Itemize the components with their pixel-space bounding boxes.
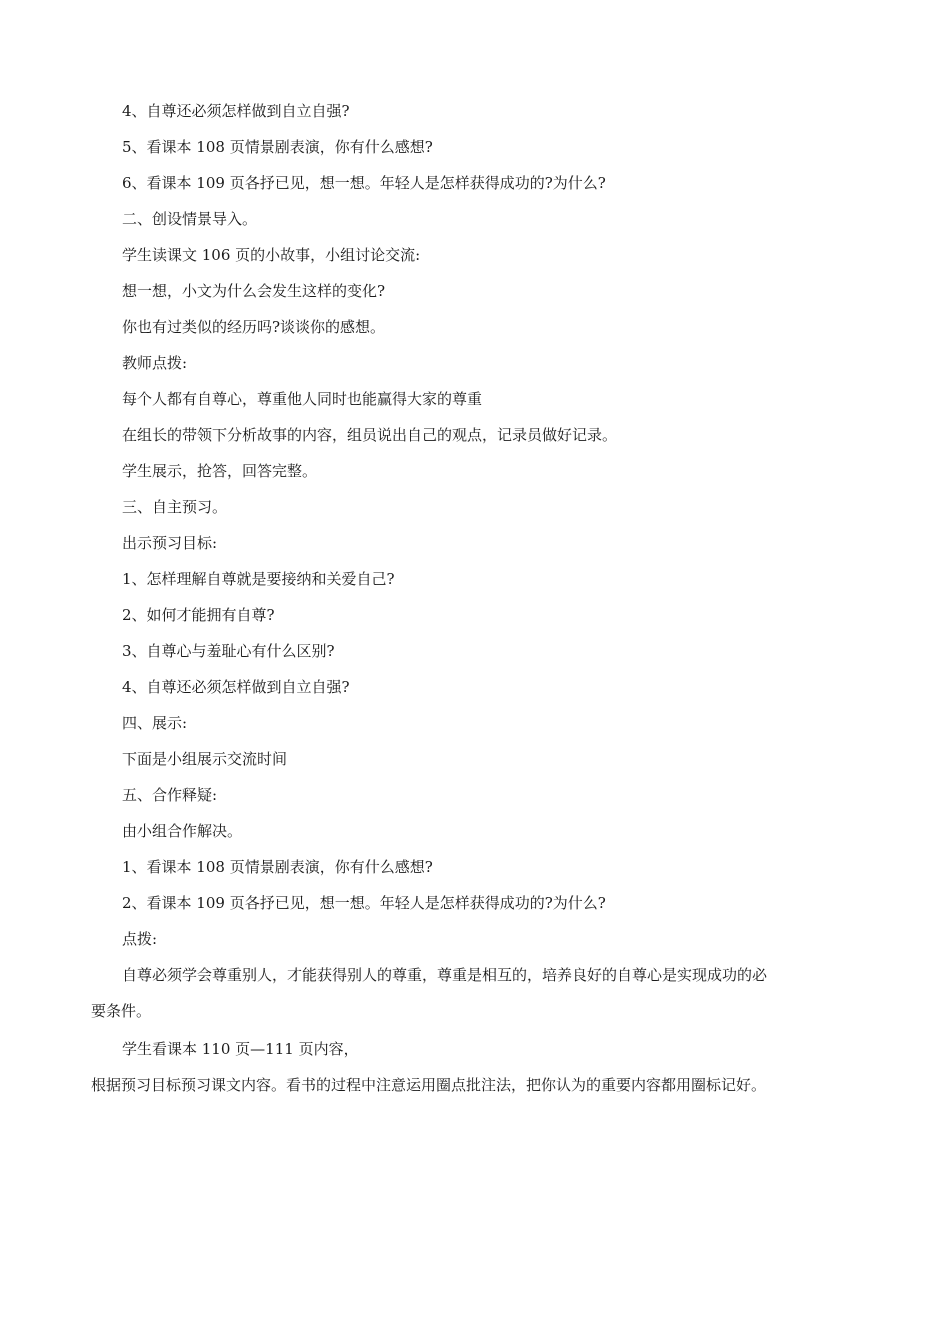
document-body	[91, 99, 861, 1109]
text-line: 4、自尊还必须怎样做到自立自强?	[122, 102, 350, 120]
text-line: 点拨:	[122, 930, 158, 948]
text-line: 4、自尊还必须怎样做到自立自强?	[122, 678, 350, 696]
section-heading: 四、展示:	[122, 714, 188, 732]
text-line: 学生读课文 106 页的小故事，小组讨论交流:	[122, 246, 421, 264]
section-heading: 三、自主预习。	[122, 498, 228, 516]
section-heading: 二、创设情景导入。	[122, 210, 258, 228]
text-line: 教师点拨:	[122, 354, 188, 372]
text-line: 6、看课本 109 页各抒已见，想一想。年轻人是怎样获得成功的?为什么?	[122, 174, 606, 192]
text-line: 1、怎样理解自尊就是要接纳和关爱自己?	[122, 570, 395, 588]
text-line: 每个人都有自尊心，尊重他人同时也能赢得大家的尊重	[122, 390, 483, 408]
text-line: 学生看课本 110 页—111 页内容，	[122, 1040, 359, 1058]
text-line: 根据预习目标预习课文内容。看书的过程中注意运用圈点批注法，把你认为的重要内容都用圈标记好。	[91, 1076, 767, 1094]
text-line: 在组长的带领下分析故事的内容，组员说出自己的观点，记录员做好记录。	[122, 426, 618, 444]
text-line: 下面是小组展示交流时间	[122, 750, 288, 768]
text-line: 2、如何才能拥有自尊?	[122, 606, 275, 624]
text-line: 3、自尊心与羞耻心有什么区别?	[122, 642, 335, 660]
text-line: 学生展示，抢答，回答完整。	[122, 462, 318, 480]
text-line: 2、看课本 109 页各抒已见，想一想。年轻人是怎样获得成功的?为什么?	[122, 894, 606, 912]
paragraph-line: 要条件。	[91, 1002, 152, 1020]
paragraph-line: 自尊必须学会尊重别人，才能获得别人的尊重，尊重是相互的，培养良好的自尊心是实现成功的必	[122, 966, 768, 984]
section-heading: 五、合作释疑:	[122, 786, 218, 804]
text-line: 出示预习目标:	[122, 534, 218, 552]
text-line: 由小组合作解决。	[122, 822, 243, 840]
text-line: 你也有过类似的经历吗?谈谈你的感想。	[122, 318, 386, 336]
text-line: 想一想，小文为什么会发生这样的变化?	[122, 282, 386, 300]
text-line: 1、看课本 108 页情景剧表演，你有什么感想?	[122, 858, 433, 876]
text-line: 5、看课本 108 页情景剧表演，你有什么感想?	[122, 138, 433, 156]
